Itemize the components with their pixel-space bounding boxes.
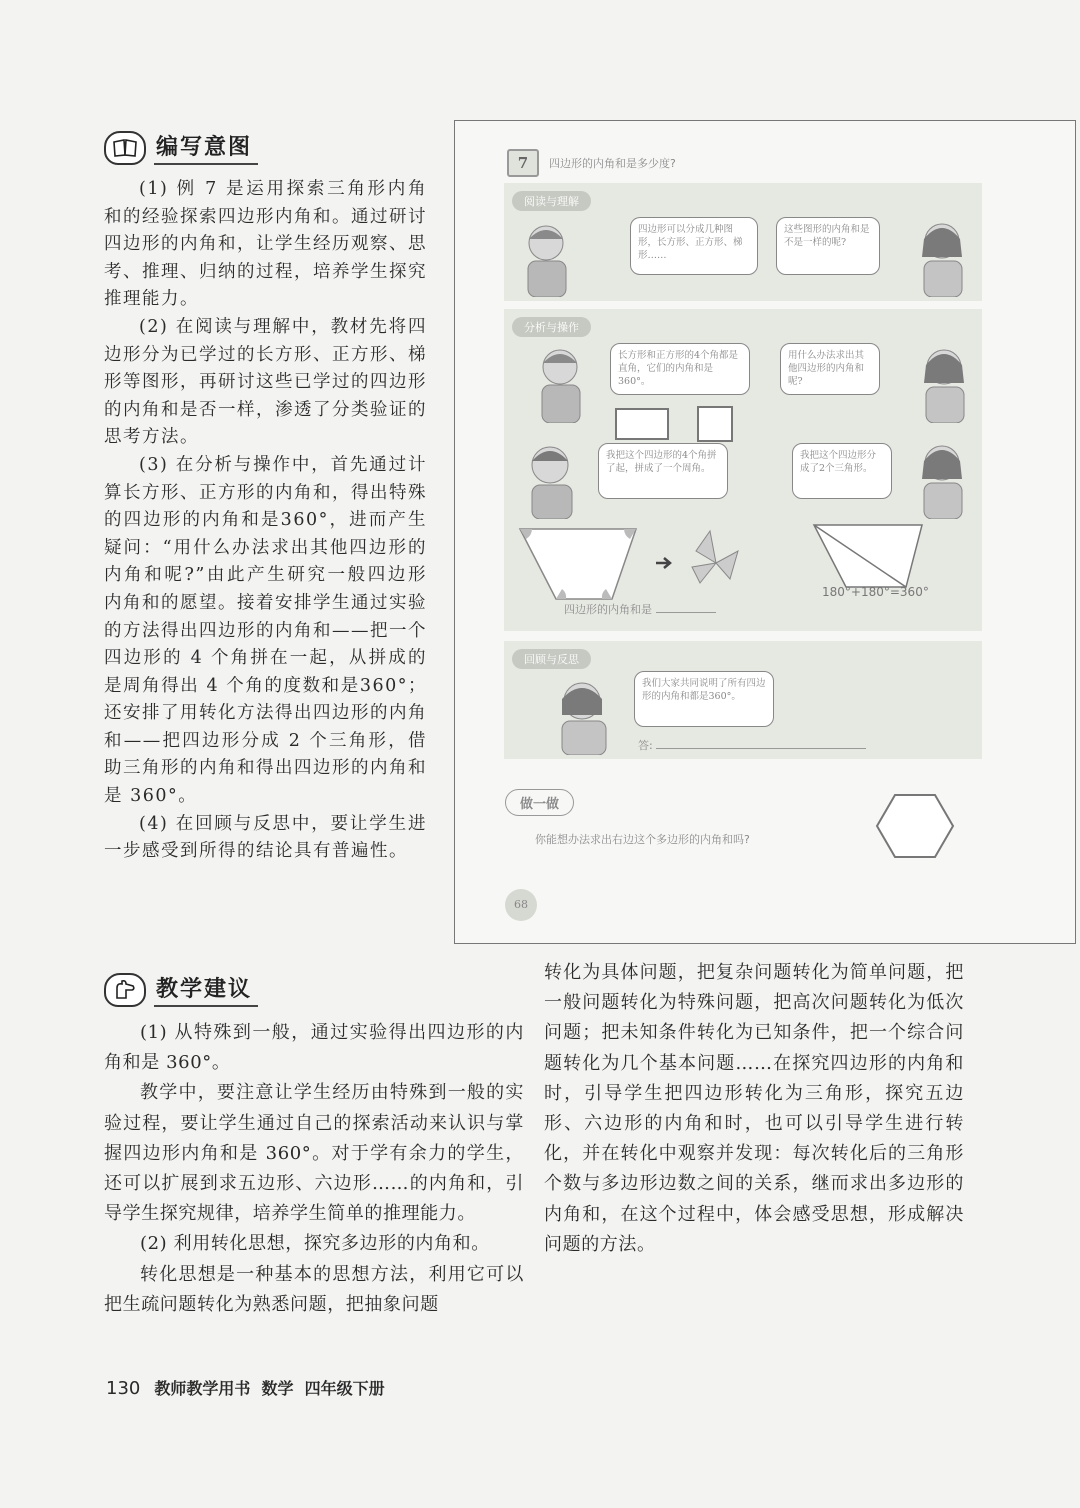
book-icon [104,131,146,165]
girl-figure-icon [540,675,624,755]
rectangle-shape [614,407,670,441]
analyze-operate-band [504,309,982,631]
page-number: 130 [106,1378,141,1399]
square-shape [696,405,734,443]
practice-label: 做一做 [505,789,574,816]
paragraph: (3) 在分析与操作中，首先通过计算长方形、正方形的内角和，得出特殊的四边形的内角和是360°，进而产生疑问：“用什么办法求出其他四边形的内角和呢?”由此产生研究一般四边形内角和的愿望。接着安排学生通过实验的方法得出四边形的内角和——把一个四边形的 4 个角拼在一起，从拼成的是周角得出 4 个角的度数和是360°；还安排了用转化方法得出四边形的内角和——把四边形分成 2 个三角形，借助三角形的内角和得出四边形的内角和是 360°。 [104,454,427,807]
paragraph: 转化为具体问题，把复杂问题转化为简单问题，把一般问题转化为特殊问题，把高次问题转化为低次问题；把未知条件转化为已知条件，把一个综合问题转化为几个基本问题……在探究四边形的内角和时，引导学生把四边形转化为三角形，探究五边形、六边形的内角和时，也可以引导学生进行转化，并在转化中观察并发现：每次转化后的三角形个数与多边形边数之间的关系，继而求出多边形的内角和，在这个过程中，体会感受思想，形成解决问题的方法。 [544,962,964,1255]
section-writing-intent-header [104,130,258,165]
fill-blank-line[interactable] [656,612,716,613]
boy-figure-icon [514,439,590,519]
paragraph: (2) 在阅读与理解中，教材先将四边形分为已学过的长方形、正方形、梯形等图形，再研讨这些已学过的四边形的内角和是否一样，渗透了分类验证的思考方法。 [104,316,427,448]
paragraph: (4) 在回顾与反思中，要让学生进一步感受到所得的结论具有普遍性。 [104,813,427,862]
answer-label: 答: [638,739,653,752]
girl-figure-icon [904,217,976,297]
speech-bubble: 这些图形的内角和是不是一样的呢? [776,217,880,275]
textbook-page-number: 68 [505,889,537,921]
paragraph: (2) 利用转化思想，探究多边形的内角和。 [140,1233,490,1255]
speech-bubble: 四边形可以分成几种图形，长方形、正方形、梯形…… [630,217,758,275]
paragraph: (1) 从特殊到一般，通过实验得出四边形的内角和是 360°。 [104,1022,524,1074]
book-title: 教师教学用书 数学 四年级下册 [154,1379,385,1398]
answer-line [638,737,866,753]
fill-in-label [564,601,716,617]
pointing-hand-icon [104,973,146,1007]
teaching-advice-right-column [544,958,964,1260]
speech-bubble: 我们大家共同说明了所有四边形的内角和都是360°。 [634,671,774,727]
paragraph: (1) 例 7 是运用探索三角形内角和的经验探索四边形内角和。通过研讨四边形的内角和，让学生经历观察、思考、推理、归纳的过程，培养学生探究推理能力。 [104,179,427,310]
practice-question: 你能想办法求出右边这个多边形的内角和吗? [535,833,750,846]
review-reflect-band [504,641,982,759]
speech-bubble: 我把这个四边形分成了2个三角形。 [792,443,892,499]
example-number: 7 [507,149,539,177]
read-understand-band [504,183,982,301]
tag-read: 阅读与理解 [512,191,591,211]
section-teaching-advice-header [104,972,258,1007]
section-writing-intent-body [104,176,427,866]
textbook-page-panel [454,120,1076,944]
example-header [507,149,676,177]
tag-analyze: 分析与操作 [512,317,591,337]
answer-blank-line[interactable] [656,748,866,749]
paragraph: 转化思想是一种基本的思想方法，利用它可以把生疏问题转化为熟悉问题，把抽象问题 [104,1263,524,1315]
girl-figure-icon [904,437,978,519]
triangulated-quadrilateral-diagram [810,521,926,591]
paragraph: 教学中，要注意让学生经历由特殊到一般的实验过程，要让学生通过自己的探索活动来认识与掌握四边形内角和是 360°。对于学有余力的学生，还可以扩展到求五边形、六边形……的内角和，引导学生探究规律，培养学生简单的推理能力。 [104,1082,524,1225]
teaching-advice-left-column [104,1018,524,1320]
tag-review: 回顾与反思 [512,649,591,669]
boy-figure-icon [526,343,596,423]
section-title: 教学建议 [154,972,258,1007]
section-title: 编写意图 [154,130,258,165]
hexagon-shape [875,793,955,859]
boy-figure-icon [512,219,582,297]
girl-figure-icon [906,343,978,423]
quadrilateral-diagram [516,523,786,603]
page-footer [106,1376,385,1399]
speech-bubble: 我把这个四边形的4个角拼了起，拼成了一个周角。 [598,443,728,499]
example-question: 四边形的内角和是多少度? [549,157,676,170]
speech-bubble: 用什么办法求出其他四边形的内角和呢? [780,343,880,395]
angle-sum-equation: 180°+180°=360° [822,585,929,599]
fill-label-text: 四边形的内角和是 [564,603,652,616]
speech-bubble: 长方形和正方形的4个角都是直角，它们的内角和是360°。 [610,343,750,395]
